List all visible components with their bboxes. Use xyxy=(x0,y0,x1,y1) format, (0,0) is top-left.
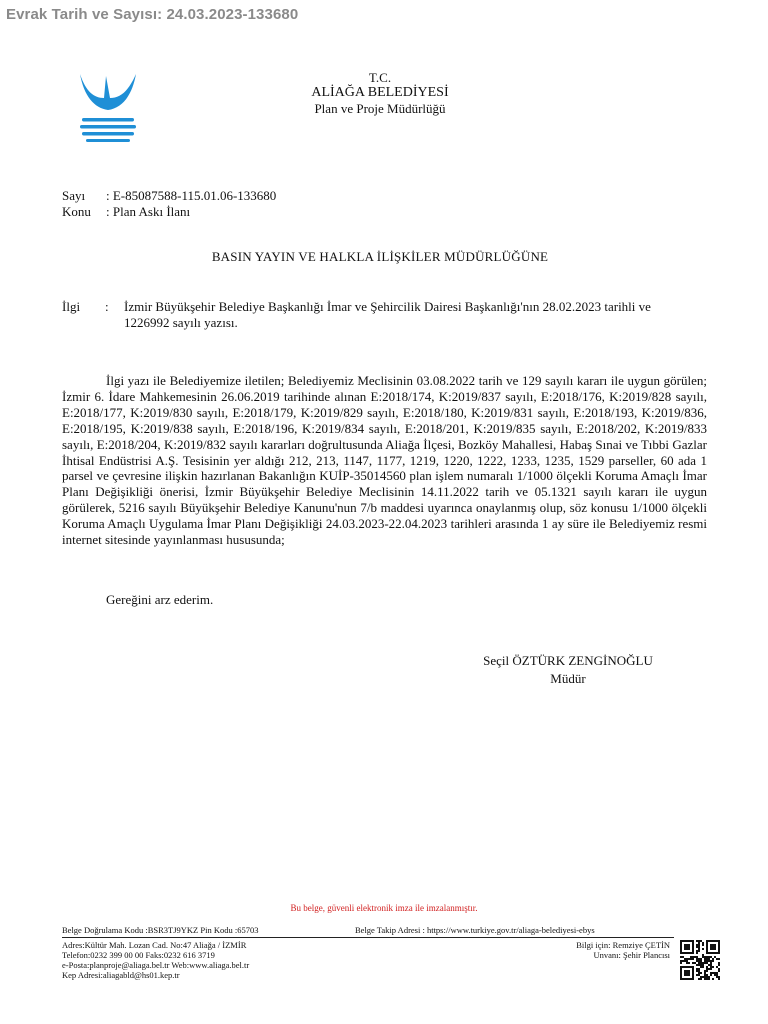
signer-name: Seçil ÖZTÜRK ZENGİNOĞLU xyxy=(483,653,653,668)
header-organization: ALİAĞA BELEDİYESİ xyxy=(311,85,449,100)
signer-title: Müdür xyxy=(550,671,586,686)
address-line: Telefon:0232 399 00 00 Faks:0232 616 3719 xyxy=(62,950,215,960)
contact-info xyxy=(440,940,670,960)
body-paragraph: İlgi yazı ile Belediyemize iletilen; Belediyemiz Meclisinin 03.08.2022 tarih ve 129 sayılı kararı ile uygun görülen; İzmir 6. İdare Mahkemesinin 26.06.2019 tarihinde alınan E:2018/174, K:2019/837 sayılı, E:2018/176, K:2019/828 sayılı, E:2018/177, K:2019/830 sayılı, E:2018/179, K:2019/829 sayılı, E:2018/180, K:2019/831 sayılı, E:2018/193, K:2019/836, E:2018/195, K:2019/838 sayılı, E:2018/196, K:2019/834 sayılı, E:2018/201, K:2019/835 sayılı, E:2018/202, K:2019/833 sayılı, E:2018/204, K:2019/832 sayılı kararları doğrultusunda Aliağa İlçesi, Bozköy Mahallesi, Habaş Sınai ve Tıbbi Gazlar İhtisal Endüstrisi A.Ş. Tesisinin yer aldığı 212, 213, 1147, 1177, 1219, 1220, 1222, 1233, 1235, 1529 parseller, 60 ada 1 parsel ve çevresine ilişkin hazırlanan Bakanlığın KUİP-35014560 plan işlem numaralı 1/1000 ölçekli Koruma Amaçlı İmar Planı Değişikliği önerisi, İzmir Büyükşehir Belediye Meclisinin 14.11.2022 tarih ve 05.1321 sayılı kararı ile uygun görülerek, 5216 sayılı Büyükşehir Belediye Kanunu'nun 7/b maddesi uyarınca onaylanmış olup, söz konusu 1/1000 ölçekli Koruma Amaçlı Uygulama İmar Planı Değişikliği 24.03.2023-22.04.2023 tarihleri arasında 1 ay süre ile Belediyemiz resmi internet sitesinde yayınlanması hususunda; xyxy=(62,373,707,548)
verification-code: Belge Doğrulama Kodu :BSR3TJ9YKZ Pin Kodu :65703 xyxy=(62,925,259,935)
sayi-label: Sayı xyxy=(62,188,86,203)
header-department: Plan ve Proje Müdürlüğü xyxy=(314,101,446,116)
meta-konu xyxy=(62,204,190,220)
closing: Gereğini arz ederim. xyxy=(106,592,214,607)
konu-label: Konu xyxy=(62,204,91,219)
qr-code-icon xyxy=(680,940,720,980)
esign-note: Bu belge, güvenli elektronik imza ile imzalanmıştır. xyxy=(290,903,478,913)
ilgi-colon: : xyxy=(105,299,109,314)
sayi-value: : E-85087588-115.01.06-133680 xyxy=(106,188,277,203)
meta-sayi xyxy=(62,188,276,204)
address-line: Adres:Kültür Mah. Lozan Cad. No:47 Aliağa / İZMİR xyxy=(62,940,247,950)
signature-block xyxy=(446,652,690,688)
ilgi-label: İlgi xyxy=(62,299,81,314)
contact-title: Unvanı: Şehir Plancısı xyxy=(593,950,670,960)
aliaga-logo-icon xyxy=(76,70,140,144)
header-tc: T.C. xyxy=(368,70,392,85)
document-date-number: Evrak Tarih ve Sayısı: 24.03.2023-133680 xyxy=(6,6,299,23)
footer-divider xyxy=(62,937,674,938)
recipient: BASIN YAYIN VE HALKLA İLİŞKİLER MÜDÜRLÜĞÜNE xyxy=(211,249,549,264)
ilgi-text: İzmir Büyükşehir Belediye Başkanlığı İmar ve Şehircilik Dairesi Başkanlığı'nın 28.02.2023 tarihli ve 1226992 sayılı yazısı. xyxy=(124,299,651,330)
tracking-address: Belge Takip Adresi : https://www.turkiye.gov.tr/aliaga-belediyesi-ebys xyxy=(355,925,595,935)
body-text xyxy=(62,373,707,548)
konu-value: : Plan Askı İlanı xyxy=(106,204,191,219)
address-line: Kep Adresi:aliagabld@hs01.kep.tr xyxy=(62,970,180,980)
footer-address xyxy=(62,940,362,980)
address-line: e-Posta:planproje@aliaga.bel.tr Web:www.aliaga.bel.tr xyxy=(62,960,250,970)
contact-person: Bilgi için: Remziye ÇETİN xyxy=(576,940,670,950)
